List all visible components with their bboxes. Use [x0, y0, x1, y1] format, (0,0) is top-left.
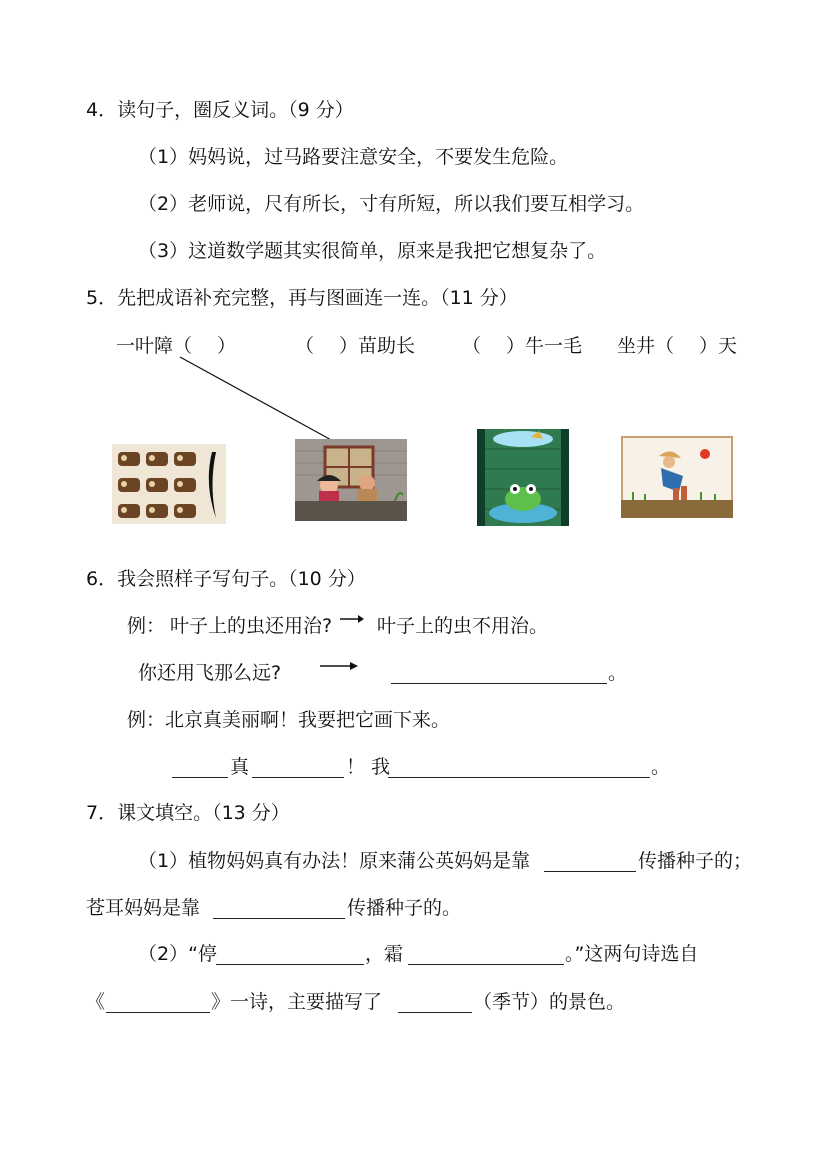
answer-blank-practice2-c[interactable]: [388, 757, 650, 778]
q4-item-2: （2）老师说，尺有所长，寸有所短，所以我们要互相学习。: [138, 193, 645, 215]
q7-item2-a: （2）“停: [138, 943, 217, 965]
q7-item1-d: 传播种子的。: [347, 897, 462, 919]
answer-blank-practice1[interactable]: [391, 663, 607, 684]
q6-practice2-zhen: 真: [230, 756, 250, 778]
q6-practice1-end: 。: [608, 662, 628, 684]
farmer-icon[interactable]: [621, 436, 733, 518]
q7-title: 7．课文填空。（13 分）: [86, 802, 290, 824]
q6-example2: 例：北京真美丽啊！我要把它画下来。: [127, 709, 451, 731]
q7-item2-b: ，霜: [365, 943, 404, 965]
q7-item2-d: 《: [86, 991, 106, 1013]
q4-item-3: （3）这道数学题其实很简单，原来是我把它想复杂了。: [138, 240, 607, 262]
idiom-4: 坐井（ ）天: [617, 335, 738, 357]
q6-practice2-wo: ！ 我: [346, 756, 391, 778]
q6-example1-label: 例：: [127, 615, 166, 637]
answer-blank-dandelion[interactable]: [544, 851, 636, 872]
idiom-2: （ ）苗助长: [295, 335, 416, 357]
answer-blank-poem-1[interactable]: [216, 944, 364, 965]
answer-blank-poem-title[interactable]: [106, 992, 210, 1013]
q7-item1-a: （1）植物妈妈真有办法！原来蒲公英妈妈是靠: [138, 850, 531, 872]
q7-item2-f: （季节）的景色。: [473, 991, 626, 1013]
frog-in-well-icon[interactable]: [477, 429, 569, 526]
q6-example1-question: 叶子上的虫还用治?: [170, 615, 333, 637]
q7-item1-c: 苍耳妈妈是靠: [86, 897, 201, 919]
q6-practice2-end: 。: [651, 756, 671, 778]
idiom-1: 一叶障（ ）: [116, 335, 237, 357]
nine-oxen-icon[interactable]: [112, 444, 226, 524]
q6-practice1: 你还用飞那么远?: [138, 662, 282, 684]
answer-blank-poem-2[interactable]: [408, 944, 564, 965]
q7-item2-e: 》一诗，主要描写了: [211, 991, 383, 1013]
q7-item2-c: 。”这两句诗选自: [565, 943, 699, 965]
q4-title: 4．读句子，圈反义词。（9 分）: [86, 99, 354, 121]
q6-title: 6．我会照样子写句子。（10 分）: [86, 568, 366, 590]
answer-blank-practice2-a[interactable]: [172, 757, 228, 778]
q4-item-1: （1）妈妈说，过马路要注意安全，不要发生危险。: [138, 146, 569, 168]
idiom-3: （ ）牛一毛: [462, 335, 583, 357]
answer-blank-season[interactable]: [398, 992, 472, 1013]
q6-example1-answer: 叶子上的虫不用治。: [377, 615, 549, 637]
answer-blank-practice2-b[interactable]: [252, 757, 344, 778]
q5-title: 5．先把成语补充完整，再与图画连一连。（11 分）: [86, 287, 518, 309]
pulling-seedlings-icon[interactable]: [295, 439, 407, 521]
answer-blank-cocklebur[interactable]: [213, 898, 345, 919]
q7-item1-b: 传播种子的；: [638, 850, 753, 872]
